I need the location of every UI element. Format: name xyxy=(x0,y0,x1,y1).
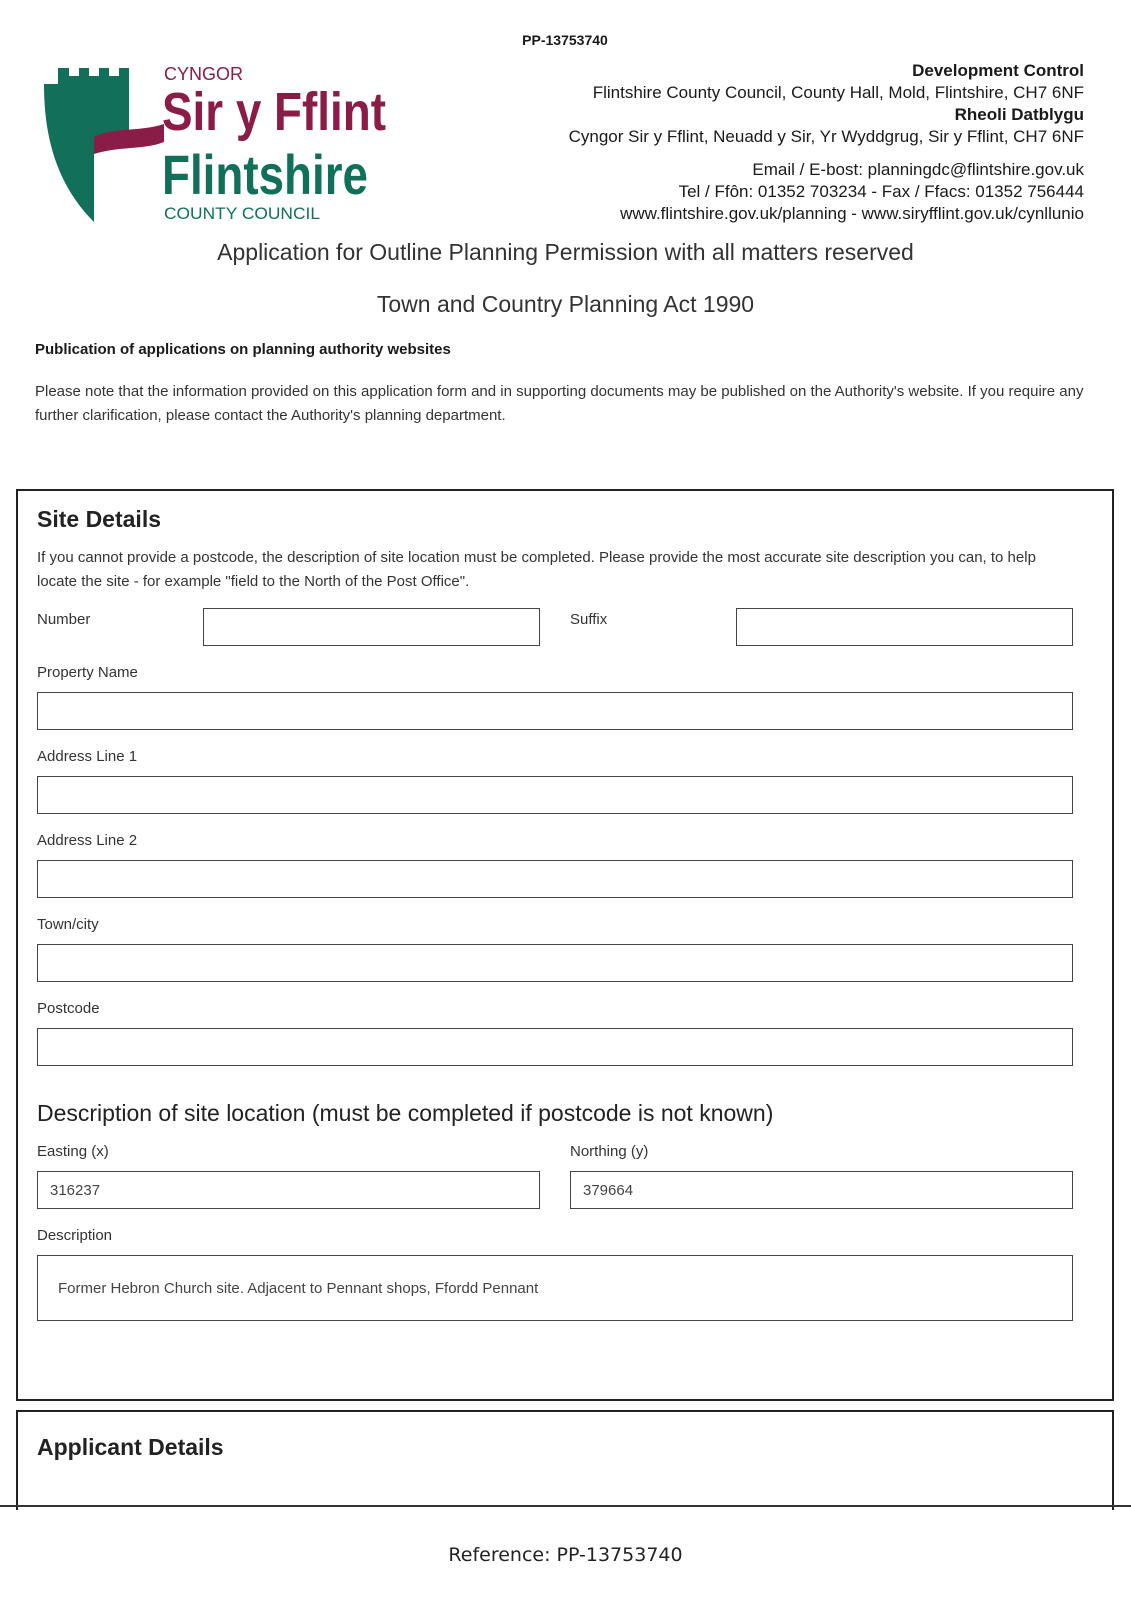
northing-input[interactable]: 379664 xyxy=(570,1171,1073,1209)
form-title: Application for Outline Planning Permission with all matters reserved xyxy=(217,239,914,265)
description-label: Description xyxy=(37,1227,113,1244)
contact-web: www.flintshire.gov.uk/planning - www.siryfflint.gov.uk/cynllunio xyxy=(620,204,1084,223)
postcode-label: Postcode xyxy=(37,1000,100,1017)
town-city-label: Town/city xyxy=(37,916,99,933)
site-location-description-heading: Description of site location (must be completed if postcode is not known) xyxy=(37,1100,774,1126)
suffix-label: Suffix xyxy=(570,611,608,628)
address-line-1-label: Address Line 1 xyxy=(37,748,138,765)
address-line-2-input[interactable] xyxy=(37,860,1073,898)
property-name-label: Property Name xyxy=(37,664,138,681)
logo-flintshire: Flintshire xyxy=(162,143,368,206)
site-details-intro: If you cannot provide a postcode, the description of site location must be completed. Please provide the most accurate site description you can, to help locate the site - for example "field to the North of the Post Office". xyxy=(37,549,1036,590)
northing-label: Northing (y) xyxy=(570,1143,649,1160)
contact-phone: Tel / Ffôn: 01352 703234 - Fax / Ffacs: 01352 756444 xyxy=(678,182,1084,201)
address-welsh: Cyngor Sir y Fflint, Neuadd y Sir, Yr Wyddgrug, Sir y Fflint, CH7 6NF xyxy=(568,127,1084,146)
logo-county-council: COUNTY COUNCIL xyxy=(164,204,320,223)
applicant-details-panel xyxy=(16,1410,1114,1510)
address-line-1-input[interactable] xyxy=(37,776,1073,814)
site-details-heading: Site Details xyxy=(37,506,161,532)
easting-label: Easting (x) xyxy=(37,1143,109,1160)
suffix-input[interactable] xyxy=(736,608,1073,646)
postcode-input[interactable] xyxy=(37,1028,1073,1066)
address-line-2-label: Address Line 2 xyxy=(37,832,138,849)
flintshire-council-logo xyxy=(44,62,404,232)
number-label: Number xyxy=(37,611,91,628)
site-details-panel xyxy=(16,489,1114,1401)
applicant-details-heading: Applicant Details xyxy=(37,1434,224,1460)
reference-number-top: PP-13753740 xyxy=(522,32,608,48)
property-name-input[interactable] xyxy=(37,692,1073,730)
form-subtitle: Town and Country Planning Act 1990 xyxy=(376,291,755,317)
description-textarea[interactable]: Former Hebron Church site. Adjacent to Pennant shops, Ffordd Pennant xyxy=(37,1255,1073,1321)
reference-footer: Reference: PP-13753740 xyxy=(448,1544,683,1566)
logo-cyngor: CYNGOR xyxy=(164,64,244,84)
contact-email: Email / E-bost: planningdc@flintshire.gov.uk xyxy=(752,160,1084,179)
easting-input[interactable]: 316237 xyxy=(37,1171,540,1209)
contact-block xyxy=(464,60,1084,225)
publication-heading: Publication of applications on planning authority websites xyxy=(35,341,451,358)
dept-english: Development Control xyxy=(912,61,1084,80)
logo-sir-y-fflint: Sir y Fflint xyxy=(162,82,387,142)
castle-tower-logo-mark xyxy=(44,62,404,232)
page-divider xyxy=(0,1505,1131,1507)
publication-text: Please note that the information provided on this application form and in supporting documents may be published on the Authority's website. If you require any further clarification, please contact the Authority's planning department. xyxy=(35,383,1084,424)
number-input[interactable] xyxy=(203,608,540,646)
dept-welsh: Rheoli Datblygu xyxy=(954,105,1084,124)
town-city-input[interactable] xyxy=(37,944,1073,982)
address-english: Flintshire County Council, County Hall, Mold, Flintshire, CH7 6NF xyxy=(592,83,1084,102)
